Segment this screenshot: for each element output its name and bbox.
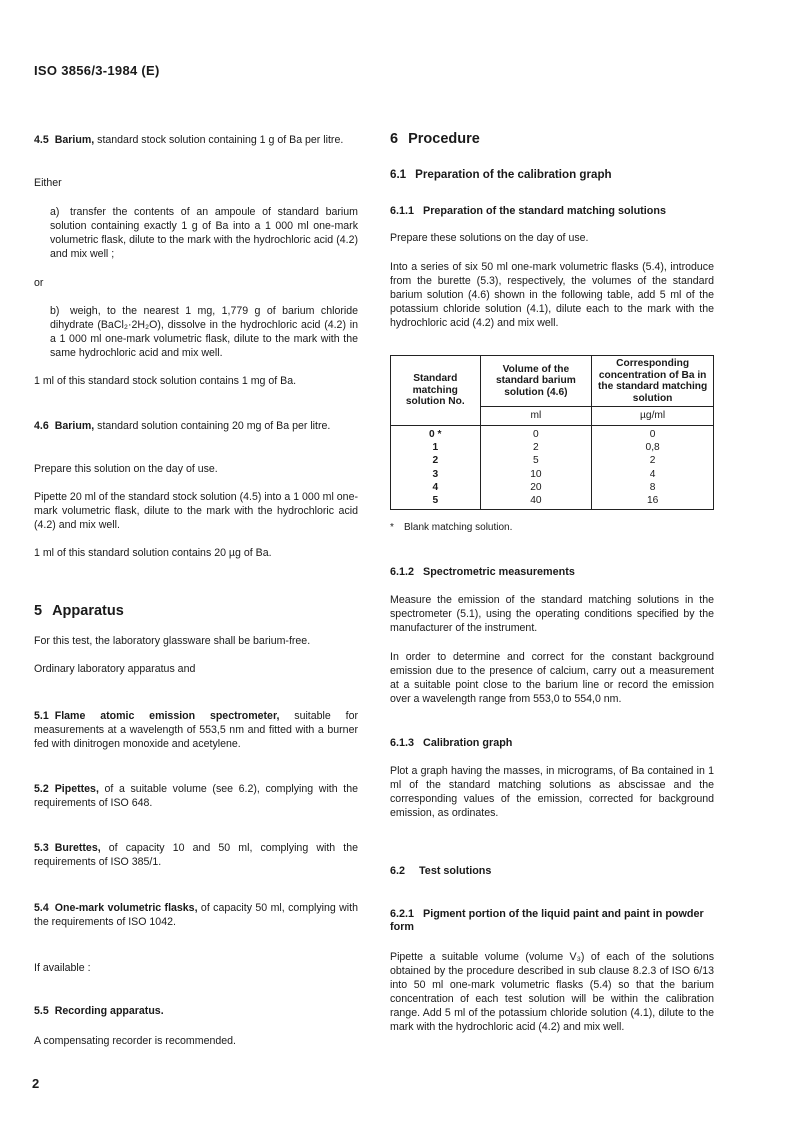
table-cell: 0 <box>592 426 714 442</box>
section-6-2-1-p: Pipette a suitable volume (volume V₃) of each of the solutions obtained by the procedure described in sub clause 8.2.3 of ISO 6/13 into 50 ml one-mark volumetric flasks (5.4) so that the barium concentration of each test solution will be within the calibration range. Add 5 ml of the potassium chloride solution (4.1), dilute to the mark with the hydrochloric acid (4.2) and mix well. <box>390 951 714 1033</box>
clause-5-5: 5.5 Recording apparatus. <box>34 1005 164 1017</box>
or-text: or <box>34 277 44 289</box>
table-cell: 3 <box>391 468 481 481</box>
clause-4-5: 4.5 Barium, standard stock solution containing 1 g of Ba per litre. <box>34 134 344 146</box>
if-available-text: If available : <box>34 962 91 974</box>
table-cell: 4 <box>592 468 714 481</box>
table-row <box>391 426 714 442</box>
either-text: Either <box>34 177 62 189</box>
section-6-1-2-p2: In order to determine and correct for the constant background emission due to the presence of calcium, carry out a measurement at a suitable point close to the barium line or record the emission over a wavelength range from 553,0 to 554,0 nm. <box>390 651 714 705</box>
standards-table <box>390 355 714 510</box>
table-cell: 16 <box>592 494 714 510</box>
clause-5-4: 5.4 One-mark volumetric flasks, of capacity 50 ml, complying with the requirements of ISO 1042. <box>34 902 358 928</box>
table-cell: 40 <box>480 494 592 510</box>
clause-5-1: 5.1 Flame atomic emission spectrometer, suitable for measurements at a wavelength of 553,5 nm and fitted with a burner fed with dinitrogen monoxide and acetylene. <box>34 710 358 750</box>
section-5-p2: Ordinary laboratory apparatus and <box>34 663 196 675</box>
footnote-mark: * <box>390 522 394 533</box>
table-cell: 10 <box>480 468 592 481</box>
section-6-1-3-p: Plot a graph having the masses, in micrograms, of Ba contained in 1 ml of the standard matching solutions as abscissae and the corresponding values of the emission, corrected for background emission, as ordinates. <box>390 765 714 819</box>
section-5-p1: For this test, the laboratory glassware shall be barium-free. <box>34 635 311 647</box>
clause-5-2: 5.2 Pipettes, of a suitable volume (see 6.2), complying with the requirements of ISO 648. <box>34 783 358 809</box>
table-cell: 2 <box>592 454 714 467</box>
section-6-1-1-p2: Into a series of six 50 ml one-mark volumetric flasks (5.4), introduce from the burette (5.3), respectively, the volumes of the standard barium solution (4.6) shown in the following table, add 5 ml of the potassium chloride solution (4.1), dilute each to the mark with the hydrochloric acid (4.2) and mix well. <box>390 261 714 329</box>
section-6-1-1-heading: 6.1.1 Preparation of the standard matching solutions <box>390 205 666 217</box>
table-row <box>391 494 714 510</box>
section-6-1-1-p1: Prepare these solutions on the day of use. <box>390 232 589 244</box>
clause-4-6-p3: 1 ml of this standard solution contains 20 µg of Ba. <box>34 547 272 559</box>
section-6-1-2-heading: 6.1.2 Spectrometric measurements <box>390 566 575 578</box>
section-6-1-2-p1: Measure the emission of the standard matching solutions in the spectrometer (5.1), using the operating conditions specified by the manufacturer of the instrument. <box>390 594 714 634</box>
item-b: b) weigh, to the nearest 1 mg, 1,779 g of barium chloride dihydrate (BaCl₂·2H₂O), dissolve in the hydrochloric acid (4.2) in a 1 000 ml one-mark volumetric flask, dilute to the mark with the same hydrochloric acid and mix well. <box>50 305 358 359</box>
document-header: ISO 3856/3-1984 (E) <box>34 63 160 78</box>
item-a: a) transfer the contents of an ampoule of standard barium solution containing exactly 1 g of Ba into a 1 000 ml one-mark volumetric flask, dilute to the mark with the hydrochloric acid (4.2) and mix well ; <box>50 206 358 260</box>
clause-5-3: 5.3 Burettes, of capacity 10 and 50 ml, complying with the requirements of ISO 385/1. <box>34 842 358 868</box>
table-row <box>391 441 714 454</box>
table-cell: 20 <box>480 481 592 494</box>
table-cell: 5 <box>480 454 592 467</box>
section-6-1-heading: 6.1 Preparation of the calibration graph <box>390 168 612 181</box>
table-cell: 2 <box>391 454 481 467</box>
table-unit-ugml: µg/ml <box>592 407 714 426</box>
table-cell: 8 <box>592 481 714 494</box>
table-cell: 0,8 <box>592 441 714 454</box>
section-6-1-3-heading: 6.1.3 Calibration graph <box>390 737 513 749</box>
table-cell: 0 * <box>391 426 481 442</box>
clause-4-6-p1: Prepare this solution on the day of use. <box>34 463 218 475</box>
table-row <box>391 454 714 467</box>
section-5-heading: 5 Apparatus <box>34 603 124 619</box>
table-unit-ml: ml <box>480 407 592 426</box>
clause-4-6-p2: Pipette 20 ml of the standard stock solution (4.5) into a 1 000 ml one-mark volumetric flask, dilute to the mark with the hydrochloric acid (4.2) and mix well. <box>34 491 358 531</box>
clause-4-6: 4.6 Barium, standard solution containing 20 mg of Ba per litre. <box>34 420 331 432</box>
table-row <box>391 481 714 494</box>
table-cell: 1 <box>391 441 481 454</box>
table-cell: 2 <box>480 441 592 454</box>
table-cell: 5 <box>391 494 481 510</box>
table-cell: 0 <box>480 426 592 442</box>
section-6-2-heading: 6.2 Test solutions <box>390 865 492 877</box>
table-header-volume: Volume of the standard barium solution (4.6) <box>480 356 592 407</box>
table-footnote: * Blank matching solution. <box>390 522 513 533</box>
table-header-concentration: Corresponding concentration of Ba in the standard matching solution <box>592 356 714 407</box>
clause-4-5-note: 1 ml of this standard stock solution contains 1 mg of Ba. <box>34 375 297 387</box>
clause-5-5-p: A compensating recorder is recommended. <box>34 1035 236 1047</box>
section-6-2-1-heading: 6.2.1 Pigment portion of the liquid paint and paint in powder form <box>390 908 704 933</box>
section-6-heading: 6 Procedure <box>390 131 480 147</box>
table-row <box>391 468 714 481</box>
table-cell: 4 <box>391 481 481 494</box>
table-header-solution-no: Standard matching solution No. <box>391 356 481 426</box>
standards-table-wrapper <box>390 355 714 510</box>
page-number: 2 <box>32 1076 40 1091</box>
